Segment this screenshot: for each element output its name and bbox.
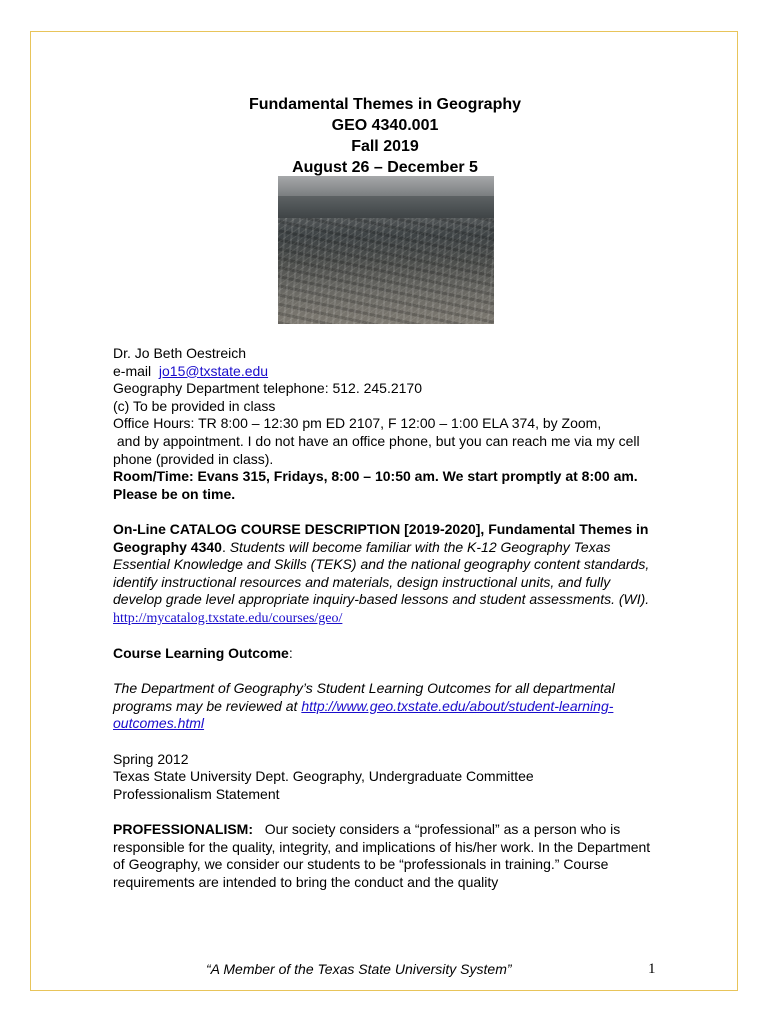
aerial-town-photo bbox=[278, 176, 494, 324]
statement-line-2: Professionalism Statement bbox=[113, 785, 280, 802]
syllabus-body bbox=[113, 345, 661, 891]
course-code: GEO 4340.001 bbox=[331, 117, 439, 134]
professionalism-paragraph: PROFESSIONALISM: Our society considers a “professional” as a person who is responsible for the quality, integrity, and implications of his/her work. In the Department of Geography, we consider our students to be “professionals in training.” Course requirements are intended to bring the conduct and the quality bbox=[113, 821, 651, 890]
outcome-text: The Department of Geography’s Student Learning Outcomes for all departmental programs may be reviewed at http://www.geo.txstate.edu/about/student-learning-outcomes.html bbox=[113, 680, 615, 732]
email-line bbox=[113, 363, 661, 381]
catalog-link[interactable]: http://mycatalog.txstate.edu/courses/geo/ bbox=[113, 610, 343, 626]
email-link[interactable]: jo15@txstate.edu bbox=[158, 362, 269, 379]
outcome-heading-line: Course Learning Outcome: bbox=[113, 645, 293, 662]
catalog-description: On-Line CATALOG COURSE DESCRIPTION [2019-2020], Fundamental Themes in Geography 4340. Students will become familiar with the K-12 Geography Texas Essential Knowledge and Skills (TEKS) and the national geography content standards, identify instructional resources and materials, design instructional units, and fully develop grade level appropriate inquiry-based lessons and student assessments. (WI). http://mycatalog.txstate.edu/courses/geo/ bbox=[113, 520, 650, 626]
instructor-name: Dr. Jo Beth Oestreich bbox=[113, 345, 247, 361]
title-block bbox=[0, 94, 770, 178]
course-dates: August 26 – December 5 bbox=[292, 159, 478, 176]
room-time: Room/Time: Evans 315, Fridays, 8:00 – 10:50 am. We start promptly at 8:00 am. Please be on time. bbox=[113, 468, 638, 502]
footer-motto: “A Member of the Texas State University System” bbox=[206, 961, 512, 977]
catalog-text: Students will become familiar with the K-12 Geography Texas Essential Knowledge and Skills (TEKS) and the national geography content standards, identify instructional resources and materials, design instructional units, and fully develop grade level appropriate inquiry-based lessons and student assessments. (WI). bbox=[113, 538, 650, 608]
statement-date: Spring 2012 bbox=[113, 750, 189, 767]
dept-phone: Geography Department telephone: 512. 245.2170 bbox=[113, 380, 423, 397]
course-term: Fall 2019 bbox=[351, 138, 419, 155]
professionalism-label: PROFESSIONALISM: bbox=[113, 821, 254, 838]
cell-phone: (c) To be provided in class bbox=[113, 397, 276, 414]
outcome-link[interactable]: http://www.geo.txstate.edu/about/student-learning-outcomes.html bbox=[113, 697, 614, 732]
statement-line-1: Texas State University Dept. Geography, Undergraduate Committee bbox=[113, 768, 534, 785]
outcome-heading: Course Learning Outcome bbox=[113, 645, 289, 662]
catalog-heading: On-Line CATALOG COURSE DESCRIPTION [2019-2020], Fundamental Themes in Geography 4340 bbox=[113, 520, 649, 555]
page-number: 1 bbox=[648, 961, 656, 977]
course-title: Fundamental Themes in Geography bbox=[248, 96, 522, 113]
office-hours: Office Hours: TR 8:00 – 12:30 pm ED 2107, F 12:00 – 1:00 ELA 374, by Zoom, and by appointment. I do not have an office phone, but you can reach me via my cell phone (provided in class). bbox=[113, 415, 640, 467]
email-label: e-mail bbox=[113, 362, 152, 379]
